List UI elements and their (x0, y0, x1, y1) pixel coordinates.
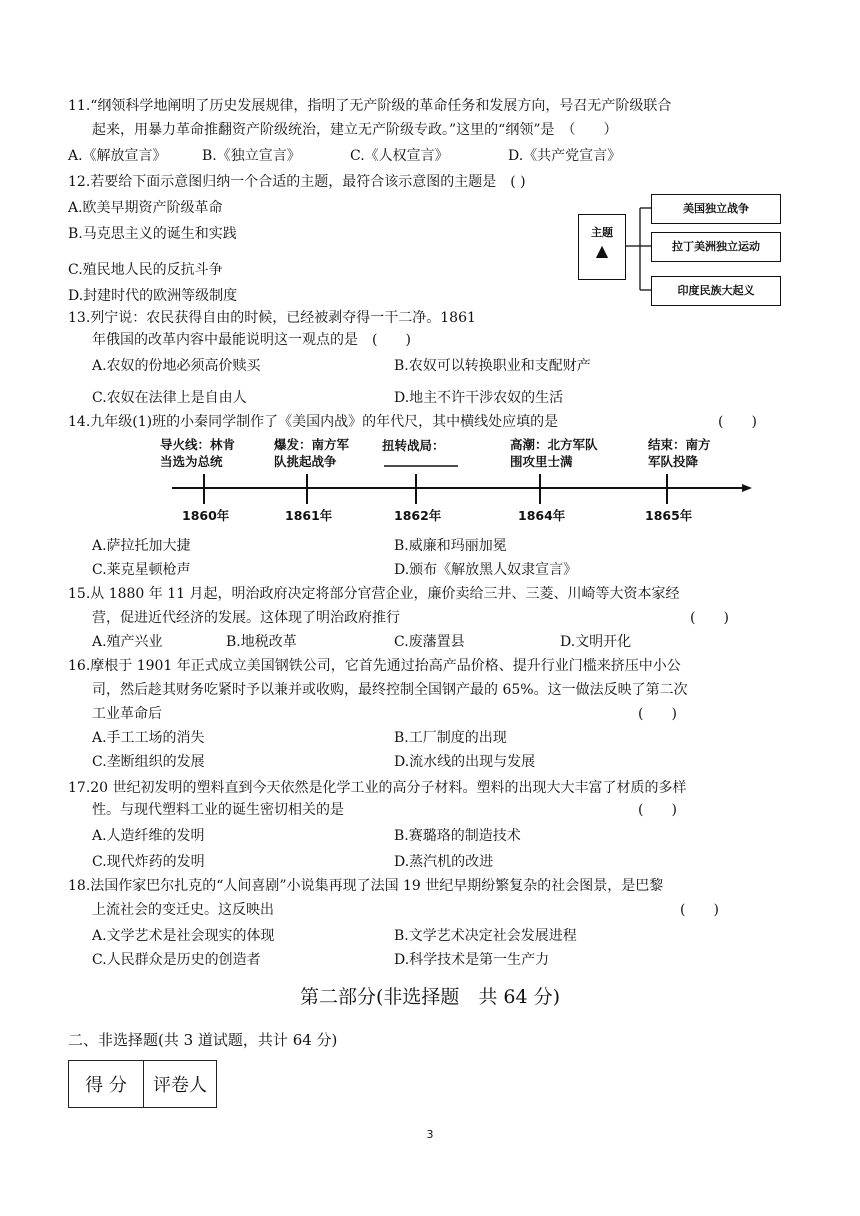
q12-stem: 12.若要给下面示意图归纳一个合适的主题，最符合该示意图的主题是 ( ) (68, 174, 526, 190)
q13-option-d: D.地主不许干涉农奴的生活 (394, 390, 564, 406)
q12-option-c: C.殖民地人民的反抗斗争 (68, 262, 223, 278)
diagram-theme-label: 主题 (591, 226, 613, 239)
timeline-event-5-line1: 结束：南方 (648, 437, 711, 452)
q18-option-b: B.文学艺术决定社会发展进程 (394, 928, 577, 944)
q16-stem-line1: 16.摩根于 1901 年正式成立美国钢铁公司，它首先通过抬高产品价格、提升行业门槛来挤压中小公 (68, 658, 681, 674)
triangle-icon: ▲ (595, 241, 609, 260)
q16-option-c: C.垄断组织的发展 (92, 754, 205, 770)
grader-cell: 评卷人 (144, 1061, 217, 1108)
q14-answer-paren: ( ) (718, 414, 757, 430)
q13-option-b: B.农奴可以转换职业和支配财产 (394, 358, 591, 374)
q16-option-b: B.工厂制度的出现 (394, 730, 507, 746)
q18-option-c: C.人民群众是历史的创造者 (92, 952, 261, 968)
q15-option-d: D.文明开化 (560, 634, 632, 650)
q17-stem-line1: 17.20 世纪初发明的塑料直到今天依然是化学工业的高分子材料。塑料的出现大大丰富了材质的多样 (68, 780, 687, 796)
q12-option-a: A.欧美早期资产阶级革命 (68, 200, 223, 216)
q12-option-b: B.马克思主义的诞生和实践 (68, 226, 237, 242)
q17-option-b: B.赛璐珞的制造技术 (394, 828, 521, 844)
q16-stem-line2: 司，然后趁其财务吃紧时予以兼并或收购，最终控制全国钢产最的 65%。这一做法反映了第二次 (92, 682, 688, 698)
score-table (68, 1060, 217, 1108)
q11-stem-line1: 11.“纲领科学地阐明了历史发展规律，指明了无产阶级的革命任务和发展方向，号召无产阶级联合 (68, 98, 672, 114)
q16-option-a: A.手工工场的消失 (92, 730, 205, 746)
timeline-event-2-line1: 爆发：南方军 (274, 437, 350, 452)
q11-option-b: B.《独立宣言》 (202, 148, 301, 164)
q11-option-c: C.《人权宣言》 (350, 148, 449, 164)
q14-option-d: D.颁布《解放黑人奴隶宣言》 (394, 562, 578, 578)
q15-stem-line1: 15.从 1880 年 11 月起，明治政府决定将部分官营企业，廉价卖给三井、三菱、川崎等大资本家经 (68, 586, 680, 602)
timeline-year-1: 1860年 (182, 508, 230, 523)
part2-subtitle: 二、非选择题(共 3 道试题，共计 64 分) (68, 1031, 338, 1049)
q14-option-c: C.莱克星顿枪声 (92, 562, 191, 578)
page-number: 3 (426, 1128, 434, 1141)
score-cell: 得 分 (69, 1061, 144, 1108)
q18-stem-line1: 18.法国作家巴尔扎克的“人间喜剧”小说集再现了法国 19 世纪早期纷繁复杂的社会图景，是巴黎 (68, 878, 664, 894)
q17-option-c: C.现代炸药的发明 (92, 854, 205, 870)
timeline-year-5: 1865年 (645, 508, 693, 523)
q13-stem-line2: 年俄国的改革内容中最能说明这一观点的是 ( ) (92, 332, 411, 348)
q11-stem-line2: 起来，用暴力革命推翻资产阶级统治，建立无产阶级专政。”这里的“纲领”是 （ ） (92, 122, 618, 138)
timeline-year-3: 1862年 (394, 508, 442, 523)
timeline-axis (0, 0, 860, 540)
q17-answer-paren: ( ) (638, 802, 677, 818)
q15-option-c: C.废藩置县 (394, 634, 465, 650)
q18-answer-paren: ( ) (680, 902, 719, 918)
diagram-item-2: 拉丁美洲独立运动 (651, 232, 781, 262)
q15-stem-line2: 营，促进近代经济的发展。这体现了明治政府推行 (92, 610, 400, 626)
q13-option-a: A.农奴的份地必须高价赎买 (92, 358, 261, 374)
part2-title: 第二部分(非选择题 共 64 分) (299, 986, 561, 1008)
q18-option-d: D.科学技术是第一生产力 (394, 952, 550, 968)
timeline-event-2-line2: 队挑起战争 (274, 454, 337, 469)
timeline-year-2: 1861年 (285, 508, 333, 523)
timeline-year-4: 1864年 (518, 508, 566, 523)
q11-option-a: A.《解放宣言》 (68, 148, 167, 164)
timeline-event-4-line1: 高潮：北方军队 (510, 437, 598, 452)
q11-option-d: D.《共产党宣言》 (508, 148, 622, 164)
q17-option-a: A.人造纤维的发明 (92, 828, 205, 844)
q13-stem-line1: 13.列宁说：农民获得自由的时候，已经被剥夺得一干二净。1861 (68, 310, 476, 326)
q17-option-d: D.蒸汽机的改进 (394, 854, 494, 870)
q12-option-d: D.封建时代的欧洲等级制度 (68, 288, 238, 304)
q17-stem-line2: 性。与现代塑料工业的诞生密切相关的是 (92, 802, 344, 818)
diagram-item-3: 印度民族大起义 (651, 276, 781, 306)
diagram-item-1: 美国独立战争 (651, 194, 781, 224)
timeline-event-4-line2: 围攻里士满 (510, 454, 573, 469)
timeline-event-5-line2: 军队投降 (648, 454, 699, 469)
q15-answer-paren: ( ) (690, 610, 729, 626)
q16-answer-paren: ( ) (638, 706, 677, 722)
q15-option-a: A.殖产兴业 (92, 634, 163, 650)
q16-option-d: D.流水线的出现与发展 (394, 754, 536, 770)
q15-option-b: B.地税改革 (226, 634, 297, 650)
q18-stem-line2: 上流社会的变迁史。这反映出 (92, 902, 274, 918)
q14-option-b: B.威廉和玛丽加冕 (394, 538, 507, 554)
timeline-event-1-line1: 导火线：林肯 (160, 437, 236, 452)
timeline-event-1-line2: 当选为总统 (160, 454, 223, 469)
q14-option-a: A.萨拉托加大捷 (92, 538, 191, 554)
q16-stem-line3: 工业革命后 (92, 706, 162, 722)
timeline-event-3-line1: 扭转战局： (382, 438, 445, 453)
q18-option-a: A.文学艺术是社会现实的体现 (92, 928, 275, 944)
q14-stem: 14.九年级(1)班的小秦同学制作了《美国内战》的年代尺，其中横线处应填的是 (68, 414, 559, 430)
q13-option-c: C.农奴在法律上是自由人 (92, 390, 247, 406)
